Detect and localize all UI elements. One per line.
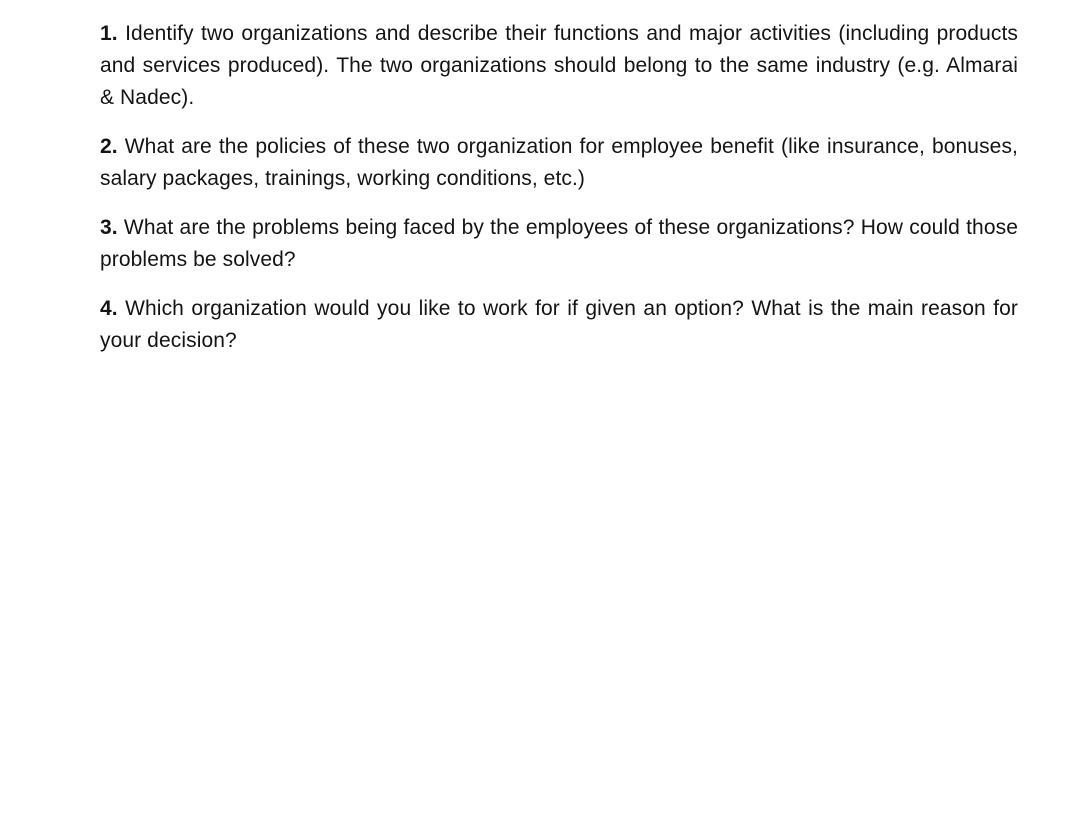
question-4 — [100, 293, 1018, 357]
question-3 — [100, 212, 1018, 276]
question-text: Which organization would you like to work for if given an option? What is the main reason for your decision? — [100, 297, 1019, 352]
question-1 — [100, 18, 1018, 114]
question-text: What are the problems being faced by the employees of these organizations? How could those problems be solved? — [100, 216, 1018, 271]
question-number: 4. — [100, 297, 118, 320]
question-2 — [100, 131, 1018, 195]
question-text: What are the policies of these two organization for employee benefit (like insurance, bonuses, salary packages, trainings, working conditions, etc.) — [100, 135, 1018, 190]
question-number: 2. — [100, 135, 118, 158]
document-page — [100, 18, 1018, 374]
question-text: Identify two organizations and describe their functions and major activities (including products and services produced). The two organizations should belong to the same industry (e.g. Almarai & Nadec). — [100, 22, 1018, 109]
question-number: 1. — [100, 22, 118, 45]
question-number: 3. — [100, 216, 118, 239]
